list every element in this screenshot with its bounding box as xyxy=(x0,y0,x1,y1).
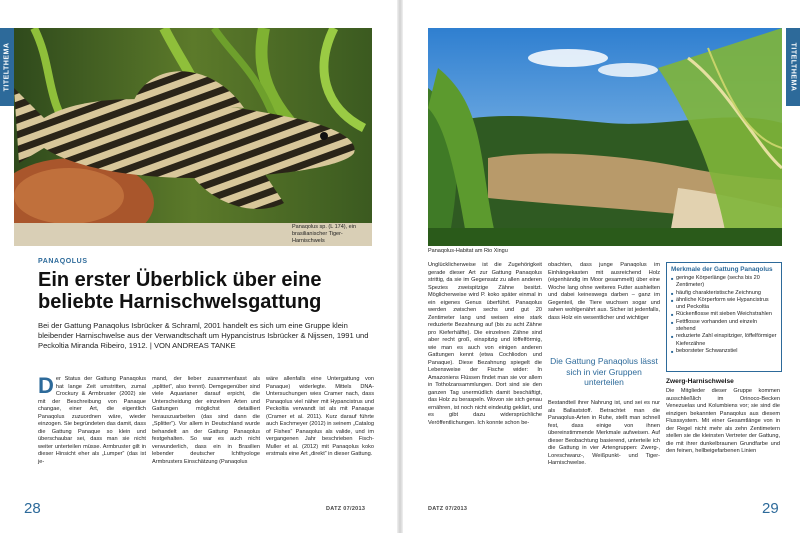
kicker: PANAQOLUS xyxy=(38,258,88,265)
catfish-photo xyxy=(14,28,372,246)
features-list xyxy=(667,275,781,358)
section-tab-right xyxy=(786,28,800,106)
section-subhead: Zwerg-Harnischwelse xyxy=(666,378,734,385)
section-tab-label: TITELTHEMA xyxy=(3,42,11,92)
left-column-1 xyxy=(38,373,146,504)
features-list-item: ■ häufig charakteristische Zeichnung xyxy=(671,290,777,297)
page-number-right: 29 xyxy=(762,500,779,517)
right-column-1 xyxy=(428,262,542,502)
features-box-title: Merkmale der Gattung Panaqolus xyxy=(671,266,773,273)
photo-caption-left: Panaqolus sp. (L 174), ein brasilianischer Tiger-Harnischwels xyxy=(292,224,357,244)
headline: Ein erster Überblick über eine beliebte Harnischwelsgattung xyxy=(38,269,322,313)
features-list-item: ■ ähnliche Körperform wie Hypancistrus und Peckoltia xyxy=(671,297,777,312)
right-column-2-top-text: obachten, dass junge Panaqolus im Einhängekasten mit ausreichend Holz (eigenhändig im Moor gesammelt) über eine Woche lang ohne weiteres Futter aushielten und dabei keineswegs darben – ganz im Gegenteil, die Tiere wuchsen sogar und sahen wohlgenährt aus. Sicher ist jedenfalls, dass Holz ein wesentlicher und wichtiger xyxy=(548,262,660,321)
pull-quote: Die Gattung Panaqolus lässt sich in vier Gruppen unterteilen xyxy=(550,356,658,387)
features-box xyxy=(666,262,782,372)
habitat-photo xyxy=(428,28,782,246)
left-column-3-text: wäre allenfalls eine Untergattung von Panaque) widerlegte. Mittels DNA-Untersuchungen wies Cramer nach, dass Panaqolus viel näher mit Hypancistrus und Peckoltia verwandt ist als mit Panaque (Cramer et al. 2011). Kurz darauf führte auch Eschmeyer (2012) in seinem „Catalog of Fishes“ Panaqolus als valide, und im vergangenen Jahr beschrieben Fisch-Muller et al. (2012) mit Panaqolus koko erstmals eine Art „direkt“ in dieser Gattung. xyxy=(266,376,374,457)
photo-caption-right: Panaqolus-Habitat am Rio Xingu xyxy=(428,248,508,254)
features-list-item: ■ reduzierte Zahl einspitziger, löffelförmiger Kieferzähne xyxy=(671,333,777,348)
spine-shadow xyxy=(397,0,403,533)
footer-right: DATZ 07/2013 xyxy=(428,506,468,512)
section-tab-label-right: TITELTHEMA xyxy=(789,42,797,92)
left-column-1-text: er Status der Gattung Panaqolus hat lange Zeit umstritten, zumal Crockury & Armbruster (2002) sie mit der Beschreibung von Panaque changae, einer Art, die eigentlich Panaqolus zuzuordnen wäre, wieder einzogen. Sie begründeten das damit, dass die Gattung Panaque so klein und überschaubar sei, dass man sie nicht weiter unterteilen müsse. Armbruster gilt in dieser Hinsicht eher als „Lumper“ (das ist je- xyxy=(38,376,146,465)
features-list-item: ■ Fettflosse vorhanden und einzeln stehend xyxy=(671,319,777,334)
right-column-2-bottom xyxy=(548,400,660,500)
drop-cap: D xyxy=(38,373,54,398)
right-column-3 xyxy=(666,388,780,500)
right-column-1-text: Unglücklicherweise ist die Zugehörigkeit gerade dieser Art zur Gattung Panaqolus strittig, da sie im Gegensatz zu allen anderen Spezies zweispitzige Zähne besitzt. Möglicherweise wird P. koko später einmal in ein eigenes Genus überführt. Panaqolus werden zwischen sechs und gut 20 Zentimeter lang und weisen eine stark reduzierte Bezahnung auf (bis zu acht Zähne pro Kieferhälfte). Die einzelnen Zähne sind aber recht groß, einspitzig und löffelförmig, wie man es auch von einigen anderen Gattungen kennt (etwa Cochliodon und Panaque). Diese Bezahnung spiegelt die Lebensweise der Fische wider: In Amazoniens Flüssen findet man sie vor allem in Totholzansammlungen. Dort sind sie den ganzen Tag unermüdlich damit beschäftigt, das Holz zu beraspeln. Wovon sie sich genau ernähren, ist noch nicht eindeutig geklärt, und es gibt dazu widersprüchliche Veröffentlichungen. Ich konnte schon be- xyxy=(428,262,542,426)
features-list-item: ■ beborsteter Schwanzstiel xyxy=(671,348,777,355)
left-column-2-text: mand, der lieber zusammenfasst als „splittet“, also trennt). Demgegenüber sind viele Aquarianer darauf erpicht, die Unterscheidung der einzelnen Arten und Gattungen möglichst detailliert herauszuarbeiten (das sind dann die „Splitter“). Vor allem in Deutschland wurde behandelt an der Gattung Panaqolus festgehalten. So war es auch nicht verwunderlich, dass ein in Brasilien lebender deutscher Ichthyologe Armbrusters Einschätzung (Panaqolus xyxy=(152,376,260,465)
right-column-2-bottom-text: Bestandteil ihrer Nahrung ist, und sei es nur als Ballaststoff. Betrachtet man die Panaqolus-Arten in Ruhe, stellt man schnell fest, dass einige von ihnen übereinstimmende Merkmale aufweisen. Auf dieser Beobachtung basierend, unterteile ich die Gattung in vier Artengruppen: Zwerg-, Loreschwanz-, Weißpunkt- und Tiger-Harnischwelse. xyxy=(548,400,660,466)
section-tab-left xyxy=(0,28,14,106)
features-list-item: ■ geringe Körperlänge (sechs bis 20 Zentimeter) xyxy=(671,275,777,290)
right-column-3-text: Die Mitglieder dieser Gruppe kommen ausschließlich im Orinoco-Becken Venezuelas und Kolumbiens vor; sie sind die einzigen bekannten Panaqolus aus diesem Flusssystem. Mit einer Gesamtlänge von in der Regel nicht mehr als zehn Zentimetern stellen sie die kleinsten Vertreter der Gattung, die mit ihrer dunkelbraunen Grundfarbe und den feinen, hellbeigefarbenen Linien xyxy=(666,388,780,454)
footer-left: DATZ 07/2013 xyxy=(326,506,366,512)
lede: Bei der Gattung Panaqolus Isbrücker & Schraml, 2001 handelt es sich um eine Gruppe klein bleibender Harnischwelse aus der Verwandtschaft um Hypancistrus Isbrücker & Nijssen, 1991 und Peckoltia Miranda Ribeiro, 1912. | VON ANDREAS TANKE xyxy=(38,321,369,350)
features-list-item: ■ Rückenflosse mit sieben Weichstrahlen xyxy=(671,311,777,318)
left-column-2 xyxy=(152,376,260,504)
page-number-left: 28 xyxy=(24,500,41,517)
right-column-2-top xyxy=(548,262,660,352)
left-column-3 xyxy=(266,376,374,504)
river-illustration xyxy=(428,28,782,246)
right-page xyxy=(400,0,800,533)
catfish-illustration xyxy=(14,28,372,246)
